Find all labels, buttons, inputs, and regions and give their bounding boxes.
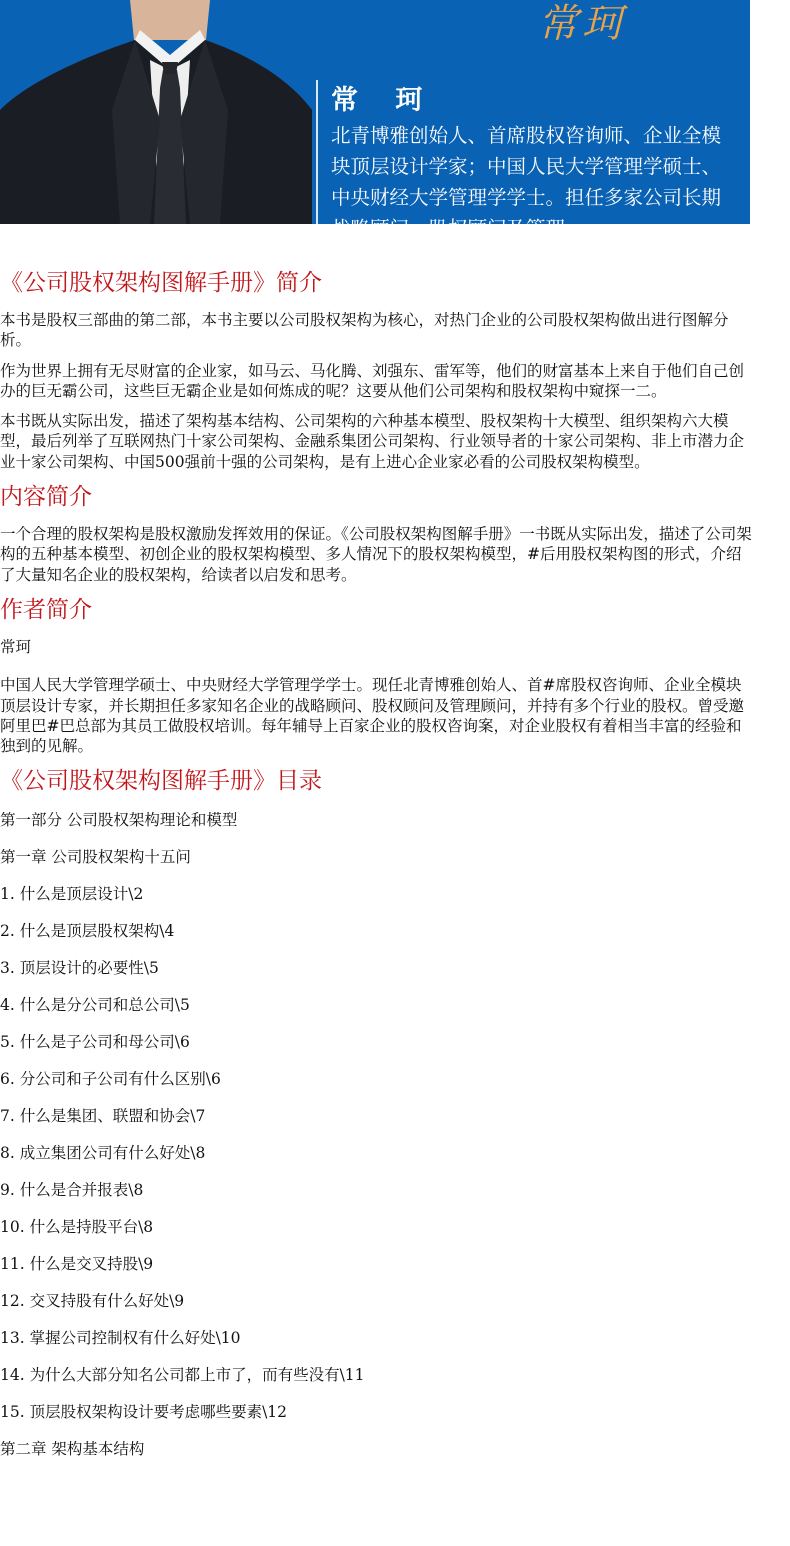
banner-divider	[316, 80, 318, 224]
summary-section	[0, 482, 752, 585]
author-name: 常 珂	[331, 85, 437, 116]
toc-item[interactable]: 12. 交叉持股有什么好处\9	[0, 1292, 185, 1311]
summary-paragraph: 一个合理的股权架构是股权激励发挥效用的保证。《公司股权架构图解手册》一书既从实际出发，描述了公司架构的五种基本模型、初创企业的股权架构模型、多人情况下的股权架构模型，#后用股权架构图的形式，介绍了大量知名企业的股权架构，给读者以启发和思考。	[0, 525, 752, 584]
toc-item[interactable]: 14. 为什么大部分知名公司都上市了，而有些没有\11	[0, 1366, 365, 1385]
toc-item[interactable]: 第一部分 公司股权架构理论和模型	[0, 811, 238, 830]
toc-item[interactable]: 9. 什么是合并报表\8	[0, 1181, 144, 1200]
author-banner	[0, 0, 750, 240]
intro-paragraph: 本书是股权三部曲的第二部，本书主要以公司股权架构为核心，对热门企业的公司股权架构做出进行图解分析。	[0, 311, 729, 350]
author-section-name: 常珂	[0, 637, 32, 656]
toc-item[interactable]: 8. 成立集团公司有什么好处\8	[0, 1144, 206, 1163]
intro-paragraph: 作为世界上拥有无尽财富的企业家，如马云、马化腾、刘强东、雷军等，他们的财富基本上来自于他们自己创办的巨无霸公司，这些巨无霸企业是如何炼成的呢？这要从他们公司架构和股权架构中窥探一二。	[0, 361, 745, 400]
book-content	[0, 268, 752, 1476]
author-paragraph: 中国人民大学管理学硕士、中央财经大学管理学学士。现任北青博雅创始人、首#席股权咨询师、企业全模块顶层设计专家，并长期担任多家知名企业的战略顾问、股权顾问及管理顾问，并持有多个行业的股权。曾受邀阿里巴#巴总部为其员工做股权培训。每年辅导上百家企业的股权咨询案，对企业股权有着相当丰富的经验和独到的见解。	[0, 676, 745, 756]
toc-item[interactable]: 第二章 架构基本结构	[0, 1440, 145, 1459]
intro-heading: 《公司股权架构图解手册》简介	[0, 270, 322, 296]
toc-item[interactable]: 3. 顶层设计的必要性\5	[0, 959, 159, 978]
toc-item[interactable]: 15. 顶层股权架构设计要考虑哪些要素\12	[0, 1403, 288, 1422]
intro-paragraph: 本书既从实际出发，描述了架构基本结构、公司架构的六种基本模型、股权架构十大模型、组织架构六大模型，最后列举了互联网热门十家公司架构、金融系集团公司架构、行业领导者的十家公司架构、非上市潜力企业十家公司架构、中国500强前十强的公司架构，是有上进心企业家必看的公司股权架构模型。	[0, 412, 745, 471]
author-signature: 常珂	[538, 1, 626, 47]
author-portrait	[0, 0, 320, 224]
toc-item[interactable]: 7. 什么是集团、联盟和协会\7	[0, 1107, 206, 1126]
author-bio: 北青博雅创始人、首席股权咨询师、企业全模块顶层设计学家；中国人民大学管理学硕士、中央财经大学管理学学士。担任多家公司长期战略顾问、股权顾问及管理	[331, 124, 722, 240]
toc-section	[0, 766, 752, 1476]
toc-item[interactable]: 1. 什么是顶层设计\2	[0, 885, 144, 904]
toc-item[interactable]: 10. 什么是持股平台\8	[0, 1218, 154, 1237]
toc-item[interactable]: 第一章 公司股权架构十五问	[0, 848, 191, 867]
toc-item[interactable]: 6. 分公司和子公司有什么区别\6	[0, 1070, 221, 1089]
toc-item[interactable]: 4. 什么是分公司和总公司\5	[0, 996, 190, 1015]
intro-section	[0, 268, 752, 472]
author-section	[0, 595, 752, 756]
toc-item[interactable]: 13. 掌握公司控制权有什么好处\10	[0, 1329, 241, 1348]
toc-item[interactable]: 2. 什么是顶层股权架构\4	[0, 922, 175, 941]
toc-item[interactable]: 11. 什么是交叉持股\9	[0, 1255, 154, 1274]
summary-heading: 内容简介	[0, 484, 92, 511]
toc-heading: 《公司股权架构图解手册》目录	[0, 768, 322, 795]
toc-list	[0, 810, 752, 1476]
author-heading: 作者简介	[0, 596, 92, 623]
toc-item[interactable]: 5. 什么是子公司和母公司\6	[0, 1033, 190, 1052]
